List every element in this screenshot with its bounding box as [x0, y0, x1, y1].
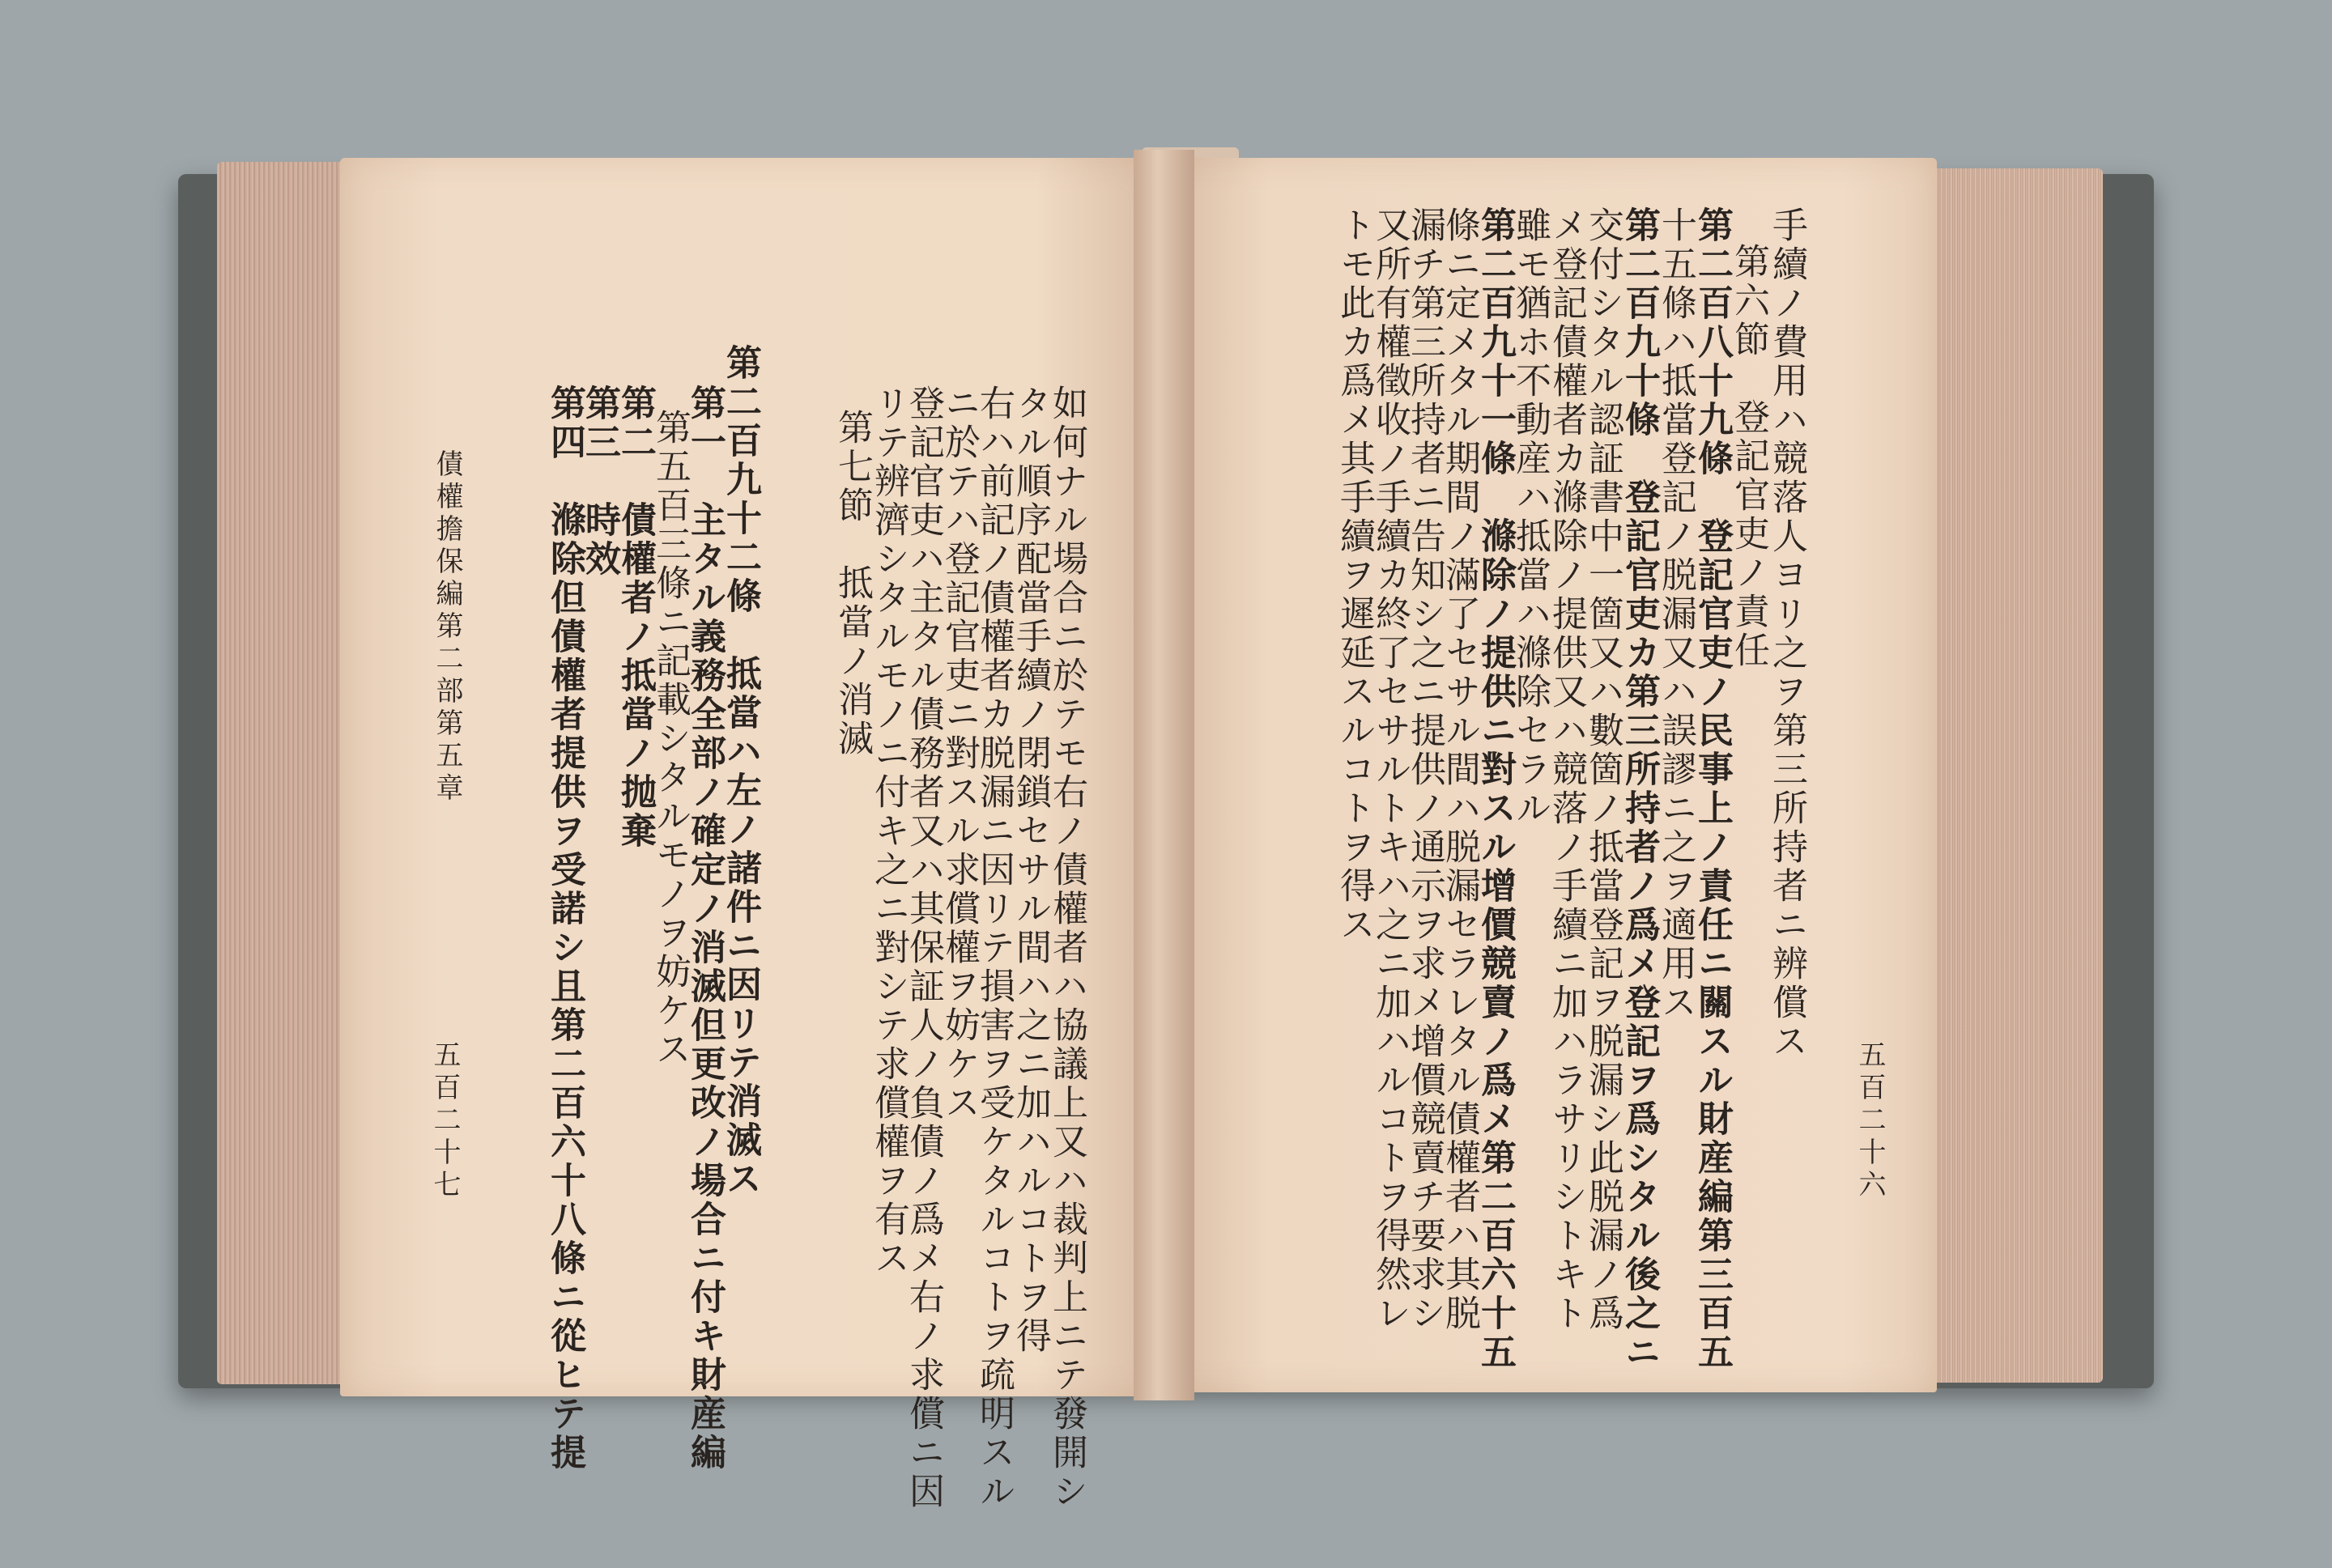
- book-gutter: [1134, 150, 1194, 1400]
- page-number: 五百二十七: [428, 1040, 461, 1202]
- text-line: 手續ノ費用ハ競落人ヨリ之ヲ第三所持者ニ辨償ス: [1766, 206, 1807, 1061]
- text-line: 第七節 抵當ノ消滅: [832, 409, 873, 759]
- text-line: 又所有權徵收ノ手續カ終了セサルトキハ之ニ加ハルコトヲ得然レ: [1369, 206, 1411, 1333]
- text-line: 第六節 登記官吏ノ責任: [1728, 243, 1769, 670]
- page-edges-right: [1929, 168, 2103, 1383]
- running-head: 債權擔保編第二部第五章: [431, 449, 463, 805]
- left-page: [340, 158, 1160, 1511]
- text-line: リテ辨濟シタルモノニ付キ之ニ對シテ求償權ヲ有ス: [868, 385, 909, 1278]
- text-line: 第三 時效: [579, 385, 620, 579]
- text-line: 第一 主タル義務全部ノ確定ノ消滅但更改ノ場合ニ付キ財産編: [684, 385, 726, 1472]
- text-line: 登記官吏ハ主タル債務者又ハ其保証人ノ負債ノ爲メ右ノ求償ニ因: [903, 385, 944, 1511]
- text-line: 雖モ猶ホ不動産ハ抵當ハ滌除セラル: [1509, 206, 1551, 828]
- text-line: 漏チ第三所持者ニ告知シ之ニ提供ノ通示ヲ求メ增價競賣チ要求シ: [1404, 206, 1445, 1333]
- text-line: 交付シタル認証書中一箇又ハ數箇ノ抵當登記ヲ脱漏シ此脱漏ノ爲: [1582, 206, 1623, 1333]
- text-line: 第二百九十條 登記官吏カ第三所持者ノ爲メ登記ヲ爲シタル後之ニ: [1619, 206, 1660, 1372]
- text-line: 第二百九十二條 抵當ハ左ノ諸件ニ因リテ消滅ス: [720, 344, 761, 1199]
- text-line: 第二百九十一條 滌除ノ提供ニ對スル增價競賣ノ爲メ第二百六十五: [1475, 206, 1516, 1372]
- text-line: トモ此カ爲メ其手續ヲ遲延スルコトヲ得ス: [1334, 206, 1375, 945]
- text-line: 第二 債權者ノ抵當ノ抛棄: [615, 385, 656, 851]
- text-line: タル順序配當手續ノ閉鎖セサル間ハ之ニ加ハルコトヲ得: [1010, 385, 1051, 1356]
- page-number: 五百二十六: [1853, 1040, 1886, 1202]
- text-line: 如何ナル場合ニ於テモ右ノ債權者ハ協議上又ハ裁判上ニテ發開シ: [1046, 385, 1087, 1511]
- right-page: [1160, 158, 1937, 1392]
- text-line: 第二百八十九條 登記官吏ノ民事上ノ責任ニ關スル財産編第三百五: [1692, 206, 1733, 1372]
- text-line: 十五條ハ抵當登記ノ脱漏又ハ誤謬ニ之ヲ適用ス: [1655, 206, 1696, 1022]
- text-line: 右ハ前記ノ債權者カ脱漏ニ因リテ損害ヲ受ケタルコトヲ疏明スル: [973, 385, 1015, 1511]
- text-line: メ登記債權者カ滌除ノ提供又ハ競落ノ手續ニ加ハラサリシトキト: [1546, 206, 1587, 1333]
- text-line: ニ於テハ登記官吏ニ對スル求償權ヲ妨ケス: [938, 385, 980, 1123]
- text-line: 第五百三條ニ記載シタルモノヲ妨ケス: [649, 409, 691, 1069]
- text-line: 第四 滌除但債權者提供ヲ受諾シ且第二百六十八條ニ從ヒテ提: [544, 385, 585, 1472]
- text-line: 條ニ定メタル期間ノ滿了セサル間ハ脱漏セラレタル債權者ハ其脱: [1439, 206, 1480, 1333]
